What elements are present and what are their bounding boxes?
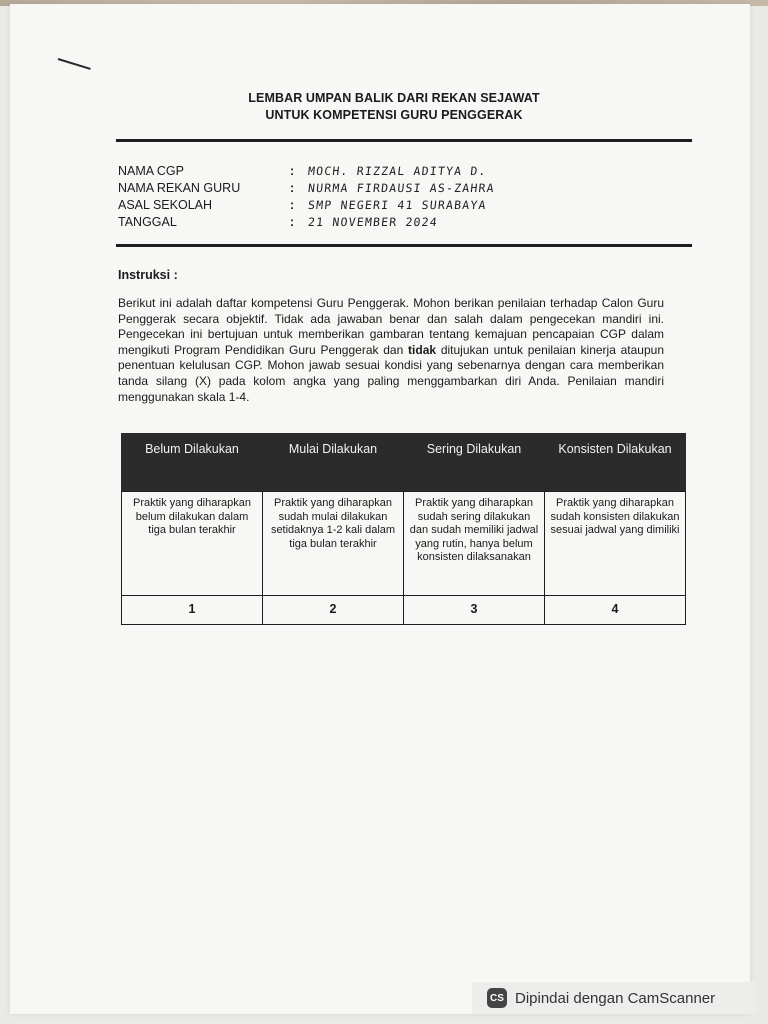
scale-description-cell: Praktik yang diharapkan sudah mulai dilakukan setidaknya 1-2 kali dalam tiga bulan terakhir — [263, 492, 404, 596]
scale-header-cell: Belum Dilakukan — [122, 433, 263, 492]
divider-bottom — [116, 244, 692, 247]
scale-number-cell: 1 — [122, 596, 263, 625]
camscanner-watermark — [472, 982, 756, 1014]
instructions-text-part1: Berikut ini adalah daftar kompetensi Guru Penggerak. Mohon berikan penilaian terhadap Calon Guru Penggerak secara objektif. Tidak ada jawaban benar dan salah dalam pengecekan mandiri ini. Pengecekan ini bertujuan untuk memberikan gambaran tentang kemajuan pencapaian CGP dalam mengikuti Program Pendidikan Guru Penggerak dan — [118, 296, 664, 357]
scale-number-cell: 4 — [545, 596, 686, 625]
info-separator: : — [290, 180, 295, 195]
scale-header-cell: Sering Dilakukan — [404, 433, 545, 492]
scale-description-cell: Praktik yang diharapkan sudah konsisten dilakukan sesuai jadwal yang dimiliki — [545, 492, 686, 596]
info-row-nama-cgp — [118, 162, 678, 179]
info-label: ASAL SEKOLAH — [118, 197, 213, 212]
info-value-handwritten: 21 NOVEMBER 2024 — [307, 214, 439, 229]
info-value-handwritten: NURMA FIRDAUSI AS-ZAHRA — [307, 180, 496, 195]
rating-scale-table — [121, 433, 686, 625]
info-row-nama-rekan-guru — [118, 179, 678, 196]
info-separator: : — [290, 197, 295, 212]
scale-number-cell: 2 — [263, 596, 404, 625]
scale-header-cell: Mulai Dilakukan — [263, 433, 404, 492]
divider-top — [116, 139, 692, 142]
info-value-handwritten: MOCH. RIZZAL ADITYA D. — [307, 163, 488, 178]
info-row-asal-sekolah — [118, 196, 678, 213]
scale-description-cell: Praktik yang diharapkan belum dilakukan dalam tiga bulan terakhir — [122, 492, 263, 596]
scale-description-row — [122, 492, 686, 596]
scale-number-row — [122, 596, 686, 625]
camscanner-logo-icon: CS — [487, 988, 507, 1008]
scale-description-cell: Praktik yang diharapkan sudah sering dilakukan dan sudah memiliki jadwal yang rutin, hanya belum konsisten dilaksanakan — [404, 492, 545, 596]
document-title-line2: UNTUK KOMPETENSI GURU PENGGERAK — [265, 108, 523, 122]
info-label: TANGGAL — [118, 214, 177, 229]
scale-number-cell: 3 — [404, 596, 545, 625]
scale-header-cell: Konsisten Dilakukan — [545, 433, 686, 492]
info-block — [118, 162, 678, 230]
info-label: NAMA REKAN GURU — [118, 180, 241, 195]
info-row-tanggal — [118, 213, 678, 230]
instructions-bold-word: tidak — [408, 342, 437, 357]
instructions-text — [118, 296, 664, 405]
info-separator: : — [290, 163, 295, 178]
instructions-heading: Instruksi : — [118, 268, 178, 282]
scale-header-row — [122, 433, 686, 492]
instructions-text-part2: ditujukan untuk penilaian kinerja ataupun penentuan kelulusan CGP. Mohon jawab sesuai kondisi yang sebenarnya dengan cara memberikan tanda silang (X) pada kolom angka yang paling menggambarkan diri Anda. Penilaian mandiri menggunakan skala 1-4. — [118, 342, 665, 404]
info-label: NAMA CGP — [118, 163, 184, 178]
document-title-line1: LEMBAR UMPAN BALIK DARI REKAN SEJAWAT — [248, 91, 540, 105]
info-value-handwritten: SMP NEGERI 41 SURABAYA — [307, 197, 488, 212]
watermark-text: Dipindai dengan CamScanner — [515, 989, 716, 1007]
info-separator: : — [290, 214, 295, 229]
